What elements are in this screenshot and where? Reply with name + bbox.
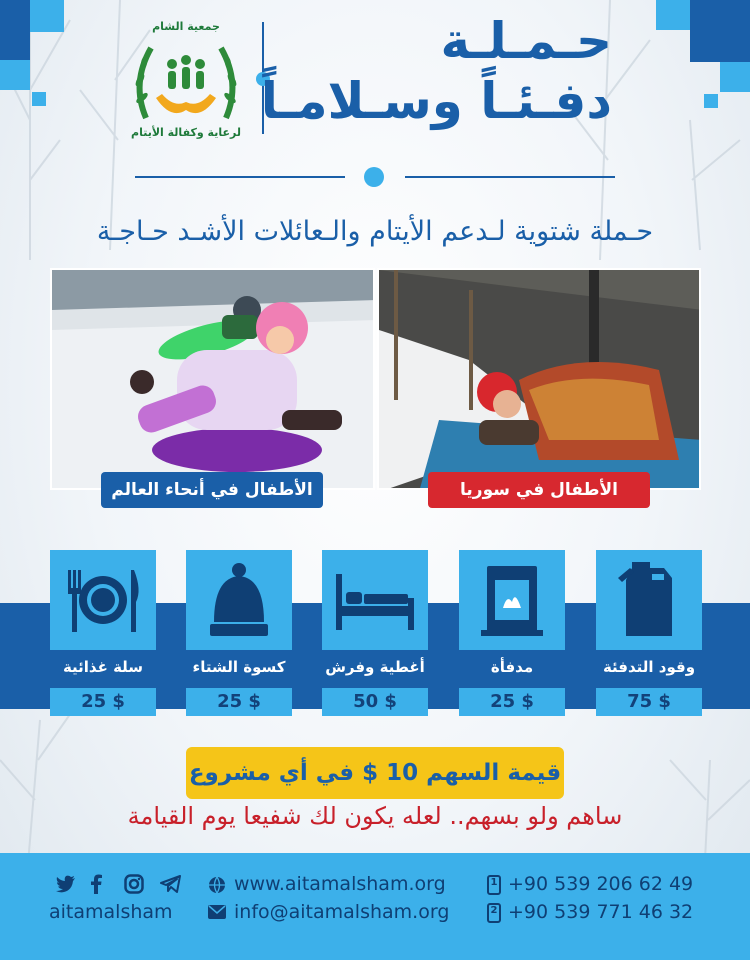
logo-top-text: جمعية الشام <box>152 20 220 33</box>
item-label: كسوة الشتاء <box>192 658 286 676</box>
corner-square <box>0 60 30 90</box>
caption-children-world: الأطفال في أنحاء العالم <box>101 472 323 508</box>
bed-icon <box>322 550 428 650</box>
corner-square <box>704 94 718 108</box>
campaign-subtitle: حـملة شتوية لـدعم الأيتام والـعائلات الأشـد حـاجـة <box>96 216 654 247</box>
logo-bottom-text: لرعاية وكفالة الأيتام <box>131 126 241 139</box>
email-icon <box>208 905 226 919</box>
corner-square <box>656 0 690 30</box>
phone2-badge: 2 <box>490 905 498 916</box>
corner-square <box>720 62 750 92</box>
twitter-icon[interactable] <box>56 875 76 893</box>
item-label: مدفأة <box>490 658 534 676</box>
winter-hat-icon <box>186 550 292 650</box>
phone1-badge: 1 <box>490 877 498 888</box>
item-price: 50 $ <box>322 688 428 716</box>
photo-children-world <box>50 268 375 490</box>
phone-number-2[interactable]: +90 539 771 46 32 <box>508 901 694 923</box>
donation-item <box>186 550 292 716</box>
campaign-title-line1: حـمـلـة <box>440 12 612 70</box>
corner-square <box>32 92 46 106</box>
corner-square <box>30 0 64 32</box>
donation-item <box>50 550 156 716</box>
item-label: سلة غذائية <box>62 658 144 676</box>
item-price: 25 $ <box>50 688 156 716</box>
donation-appeal: ساهم ولو بسهم.. لعله يكون لك شفيعا يوم القيامة <box>127 802 623 830</box>
facebook-icon[interactable] <box>90 874 102 894</box>
caption-children-syria: الأطفال في سوريا <box>428 472 650 508</box>
donation-item <box>322 550 428 716</box>
corner-square <box>0 0 30 60</box>
donation-item <box>459 550 565 716</box>
item-label: وقود التدفئة <box>602 658 696 676</box>
email-link[interactable]: info@aitamalsham.org <box>234 901 450 923</box>
contact-footer <box>0 853 750 960</box>
phone-number-1[interactable]: +90 539 206 62 49 <box>508 873 694 895</box>
item-label: أغطية وفرش <box>325 658 425 676</box>
instagram-icon[interactable] <box>124 874 144 894</box>
website-link[interactable]: www.aitamalsham.org <box>234 873 446 895</box>
photo-children-syria <box>377 268 701 490</box>
divider-line-left <box>135 176 345 178</box>
telegram-icon[interactable] <box>160 875 182 893</box>
wreath-hands-icon <box>126 28 246 138</box>
child-in-tent-image <box>379 270 701 490</box>
social-handle[interactable]: aitamalsham <box>49 901 173 923</box>
corner-square <box>690 0 750 62</box>
organization-logo <box>126 18 246 143</box>
divider-dot <box>364 167 384 187</box>
item-price: 75 $ <box>596 688 702 716</box>
donation-item <box>596 550 702 716</box>
globe-icon <box>208 876 226 894</box>
heater-icon <box>459 550 565 650</box>
campaign-title-line2: دفـئـاً وسـلامـاً <box>260 72 612 130</box>
plate-cutlery-icon <box>50 550 156 650</box>
divider-line-right <box>405 176 615 178</box>
share-value-banner: قيمة السهم 10 $ في أي مشروع <box>186 747 564 799</box>
sledding-child-image <box>52 270 375 490</box>
item-price: 25 $ <box>459 688 565 716</box>
item-price: 25 $ <box>186 688 292 716</box>
fuel-can-icon <box>596 550 702 650</box>
